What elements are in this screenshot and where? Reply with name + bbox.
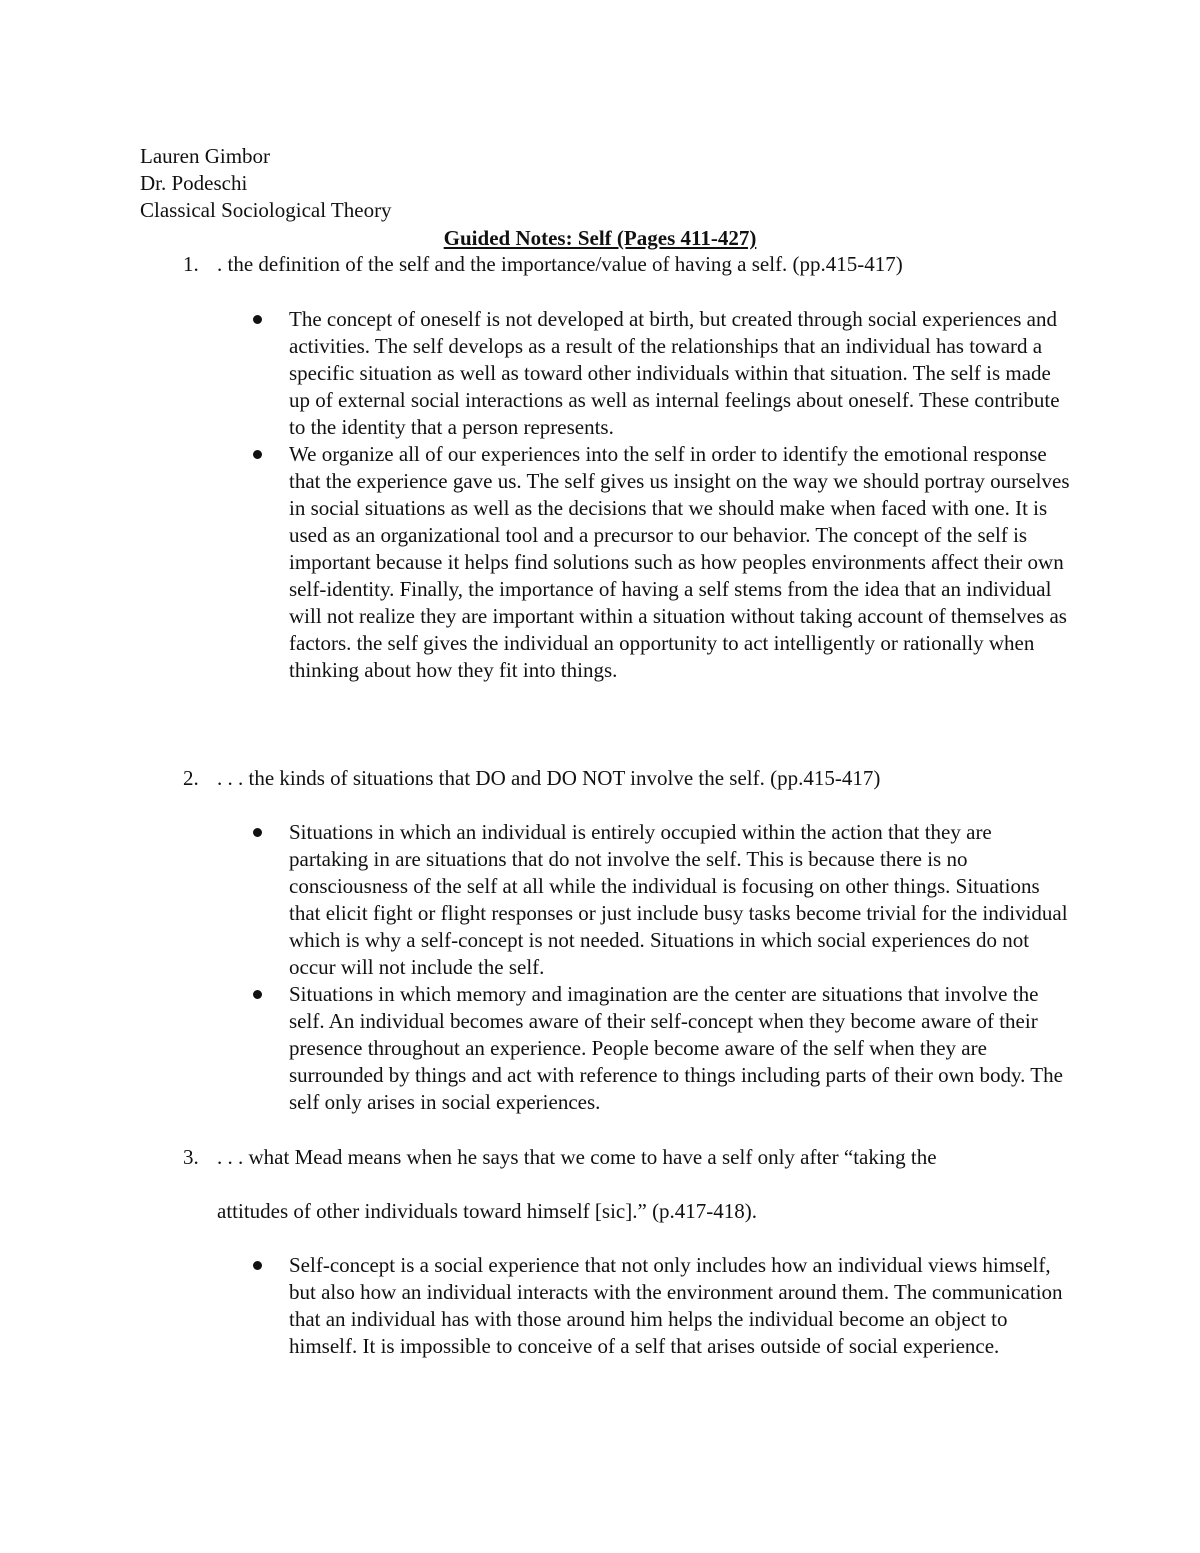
bullet-icon xyxy=(253,828,262,837)
bullet-icon xyxy=(253,990,262,999)
bullet-text: The concept of oneself is not developed at birth, but created through social experiences and activities. The self develops as a result of the relationships that an individual has toward a specific situation as well as toward other individuals within that situation. The self is made up of external social interactions as well as internal feelings about oneself. These contribute to the identity that a person represents. xyxy=(289,307,1060,439)
document-title: Guided Notes: Self (Pages 411-427) xyxy=(443,226,757,250)
header-block xyxy=(140,143,392,224)
list-item xyxy=(253,1252,1073,1360)
bullet-icon xyxy=(253,315,262,324)
author-name: Lauren Gimbor xyxy=(140,144,271,168)
question-1-text: . the definition of the self and the importance/value of having a self. (pp.415-417) xyxy=(217,252,903,276)
list-item xyxy=(253,981,1073,1116)
question-2-text: . . . the kinds of situations that DO and DO NOT involve the self. (pp.415-417) xyxy=(217,766,881,790)
question-3-number: 3. xyxy=(183,1145,199,1169)
bullet-icon xyxy=(253,450,262,459)
question-1-number: 1. xyxy=(183,252,199,276)
question-3-text: . . . what Mead means when he says that we come to have a self only after “taking the xyxy=(217,1145,937,1169)
question-2-number: 2. xyxy=(183,766,199,790)
question-3-bullets xyxy=(253,1252,1073,1360)
bullet-text: Situations in which memory and imagination are the center are situations that involve the self. An individual becomes aware of their self-concept when they become aware of their presence throughout an experience. People become aware of the self when they are surrounded by things and act with reference to things including parts of their own body. The self only arises in social experiences. xyxy=(289,982,1063,1114)
bullet-text: Self-concept is a social experience that not only includes how an individual views himself, but also how an individual interacts with the environment around them. The communication that an individual has with those around him helps the individual become an object to himself. It is impossible to conceive of a self that arises outside of social experience. xyxy=(289,1253,1063,1358)
bullet-text: We organize all of our experiences into the self in order to identify the emotional response that the experience gave us. The self gives us insight on the way we should portray ourselves in social situations as well as the decisions that we should make when faced with one. It is used as an organizational tool and a precursor to our behavior. The concept of the self is important because it helps find solutions such as how peoples environments affect their own self-identity. Finally, the importance of having a self stems from the idea that an individual will not realize they are important within a situation without taking account of themselves as factors. the self gives the individual an opportunity to act intelligently or rationally when thinking about how they fit into things. xyxy=(289,442,1070,682)
bullet-text: Situations in which an individual is entirely occupied within the action that they are partaking in are situations that do not involve the self. This is because there is no consciousness of the self at all while the individual is focusing on other things. Situations that elicit fight or flight responses or just include busy tasks become trivial for the individual which is why a self-concept is not needed. Situations in which social experiences do not occur will not include the self. xyxy=(289,820,1068,979)
question-2-bullets xyxy=(253,819,1073,1116)
question-3-text-continued: attitudes of other individuals toward himself [sic].” (p.417-418). xyxy=(217,1199,758,1223)
list-item xyxy=(253,819,1073,981)
bullet-icon xyxy=(253,1261,262,1270)
instructor-name: Dr. Podeschi xyxy=(140,171,248,195)
list-item xyxy=(253,441,1073,684)
question-1-bullets xyxy=(253,306,1073,684)
list-item xyxy=(253,306,1073,441)
course-name: Classical Sociological Theory xyxy=(140,198,392,222)
